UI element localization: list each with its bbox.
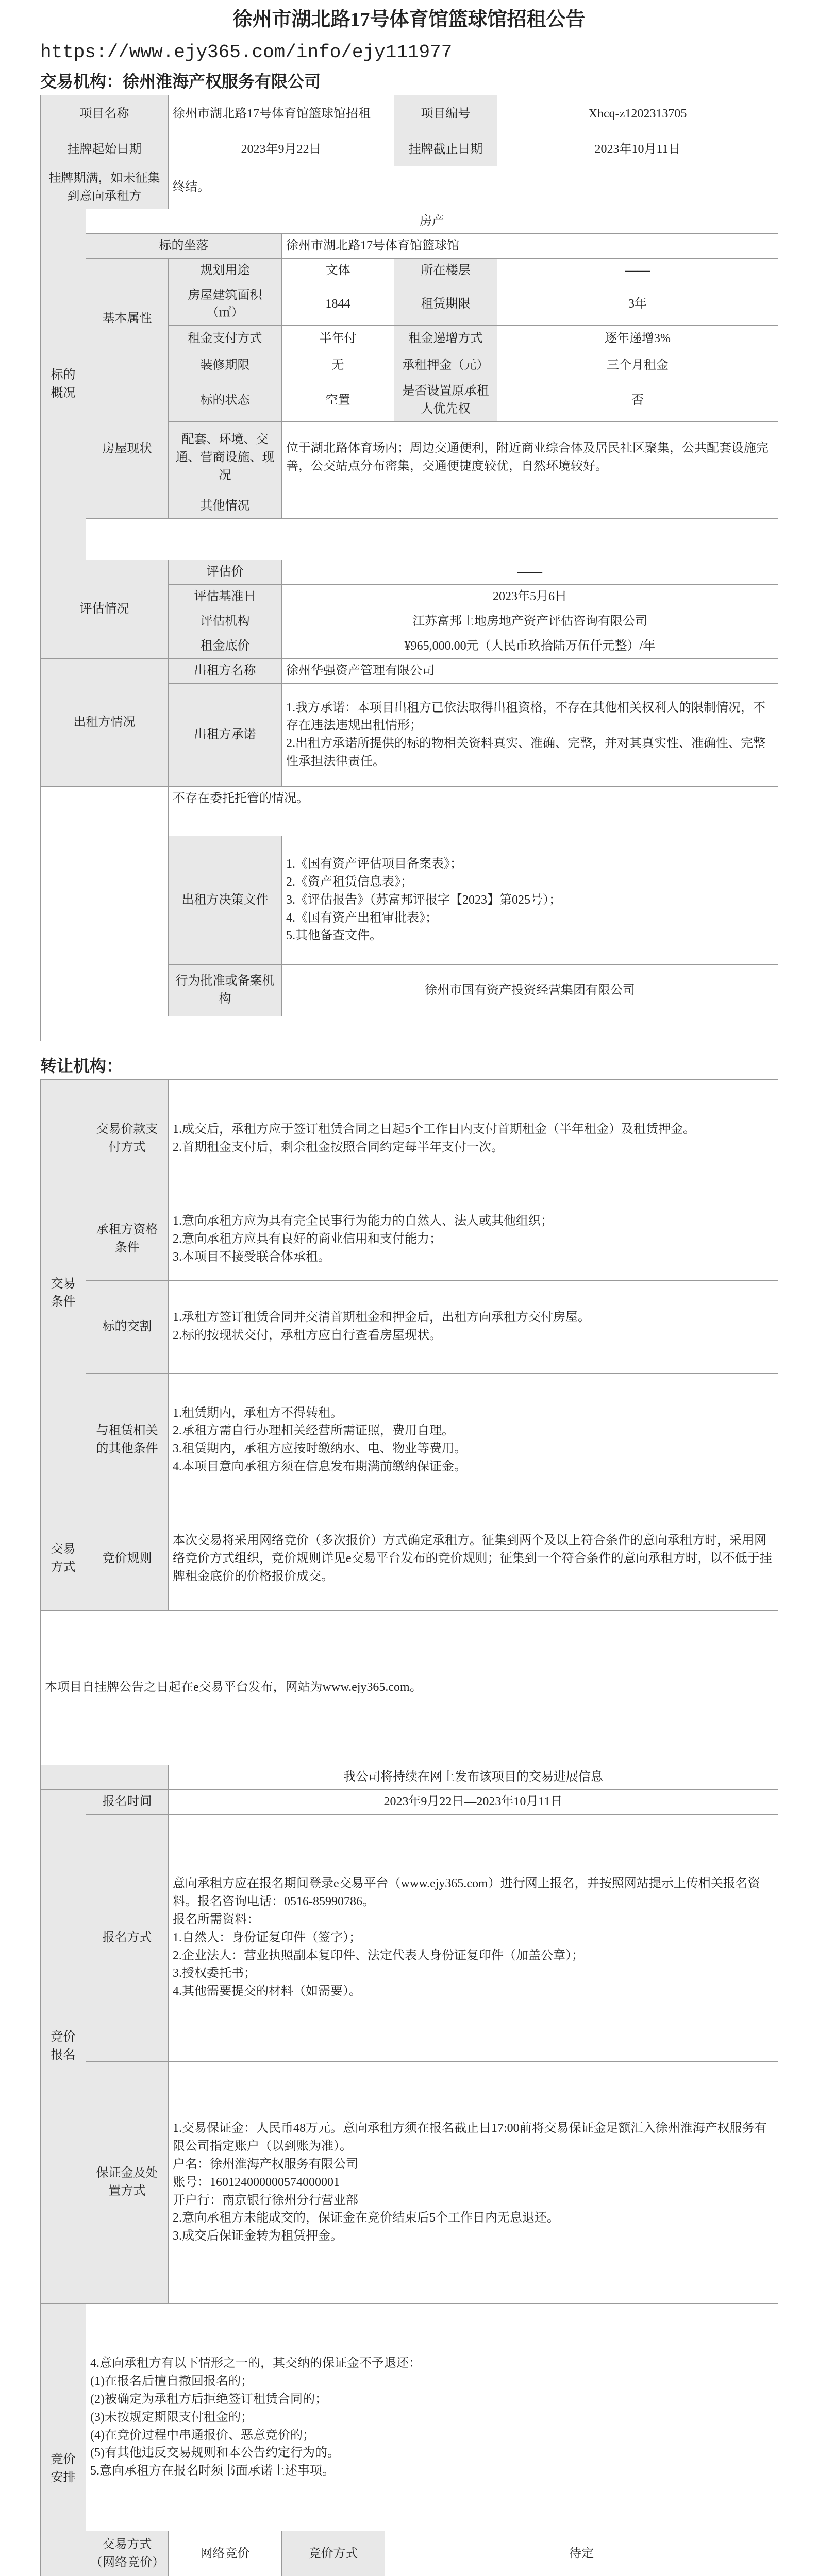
- lessor-group: 出租方情况: [41, 658, 169, 786]
- area-label: 房屋建筑面积（㎡）: [169, 283, 282, 326]
- lessor-name-label: 出租方名称: [169, 658, 282, 683]
- reg-method: 意向承租方应在报名期间登录e交易平台（www.ejy365.com）进行网上报名，并按照网站提示上传相关报名资料。报名咨询电话：0516-85990786。 报名所需资料： 1.自然人：身份证复印件（签字）； 2.企业法人：营业执照副本复印件、法定代表人身份证复印件（加盖公章）； 3.授权委托书； 4.其他需要提交的材料（如需要）。: [169, 1814, 778, 2061]
- price-value: ¥965,000.00元（人民币玖拾陆万伍仟元整）/年: [282, 634, 778, 658]
- cond-other-value: 1.租赁期内，承租方不得转租。 2.承租方需自行办理相关经营所需证照，费用自理。 3.租赁期内，承租方应按时缴纳水、电、物业等费用。 4.本项目意向承租方须在信息发布期满前缴纳保证金。: [169, 1373, 778, 1507]
- pay-label: 租金支付方式: [169, 326, 282, 352]
- reg-group: 竞价报名: [41, 1789, 86, 2303]
- end-label: 挂牌截止日期: [394, 133, 497, 166]
- basic-attr-label: 基本属性: [86, 258, 169, 379]
- spacer-row: [169, 811, 778, 836]
- subject-group: 标的概况: [41, 209, 86, 560]
- pay-term-label: 交易价款支付方式: [86, 1079, 169, 1198]
- eval-org-label: 评估机构: [169, 609, 282, 634]
- term-label: 租赁期限: [394, 283, 497, 326]
- notice-row: 我公司将持续在网上发布该项目的交易进展信息: [169, 1765, 778, 1789]
- end-date: 2023年10月11日: [497, 133, 778, 166]
- use-value: 文体: [282, 258, 394, 283]
- eval-date: 2023年5月6日: [282, 584, 778, 609]
- start-date: 2023年9月22日: [169, 133, 394, 166]
- cond-other-label: 与租赁相关的其他条件: [86, 1373, 169, 1507]
- authority-value: 1.《国有资产评估项目备案表》； 2.《资产租赁信息表》； 3.《评估报告》（苏富邦评报字【2023】第025号）； 4.《国有资产出租审批表》； 5.其他备查文件。: [282, 836, 778, 964]
- use-label: 规划用途: [169, 258, 282, 283]
- spacer-row: [86, 518, 778, 539]
- inc-value: 逐年递增3%: [497, 326, 778, 352]
- other-label: 其他情况: [169, 494, 282, 518]
- eval-agency-label: 评估价: [169, 560, 282, 584]
- handover-label: 标的交割: [86, 1280, 169, 1373]
- reg-period-label: 报名时间: [86, 1789, 169, 1814]
- eval-org: 江苏富邦土地房地产资产评估咨询有限公司: [282, 609, 778, 634]
- lessor-name: 徐州华强资产管理有限公司: [282, 658, 778, 683]
- other-value: [282, 494, 778, 518]
- bid-type-label: 竞价方式: [282, 2531, 385, 2576]
- eval-agency: ——: [282, 560, 778, 584]
- bond-label: 保证金及处置方式: [86, 2061, 169, 2303]
- pay-value: 半年付: [282, 326, 394, 352]
- loc-value: 徐州市湖北路17号体育馆篮球馆: [282, 233, 778, 258]
- free-value: 无: [282, 352, 394, 379]
- term-value: 3年: [497, 283, 778, 326]
- spacer-row: [41, 1016, 778, 1041]
- bond-value: 1.交易保证金：人民币48万元。意向承租方须在报名截止日17:00前将交易保证金足额汇入徐州淮海产权服务有限公司指定账户（以到账为准）。 户名：徐州淮海产权服务有限公司 账号：160124000000574000001 开户行：南京银行徐州分行营业部 2.意向承租方未能成交的，保证金在竞价结束后5个工作日内无息退还。 3.成交后保证金转为租赁押金。: [169, 2061, 778, 2303]
- promise-value: 1.我方承诺：本项目出租方已依法取得出租资格，不存在其他相关权利人的限制情况，不存在违法违规出租情形； 2.出租方承诺所提供的标的物相关资料真实、准确、完整，并对其真实性、准确性、完整性承担法律责任。: [282, 683, 778, 786]
- qual-value: 1.意向承租方应为具有完全民事行为能力的自然人、法人或其他组织； 2.意向承租方应具有良好的商业信用和支付能力； 3.本项目不接受联合体承租。: [169, 1198, 778, 1280]
- approve-label: 行为批准或备案机构: [169, 964, 282, 1016]
- trade-label: 转让机构：: [40, 1056, 123, 1075]
- conditions-group: 交易条件: [41, 1079, 86, 1507]
- env-value: 位于湖北路体育场内；周边交通便利，附近商业综合体及居民社区聚集，公共配套设施完善，公交站点分布密集，交通便捷度较优，自然环境较好。: [282, 421, 778, 494]
- approve-value: 徐州市国有资产投资经营集团有限公司: [282, 964, 778, 1016]
- bid-method-label: 交易方式（网络竞价）: [86, 2531, 169, 2576]
- area-value: 1844: [282, 283, 394, 326]
- free-label: 装修期限: [169, 352, 282, 379]
- spacer-row: [86, 539, 778, 560]
- eval-group: 评估情况: [41, 560, 169, 658]
- pay-term-value: 1.成交后，承租方应于签订租赁合同之日起5个工作日内支付首期租金（半年租金）及租赁押金。 2.首期租金支付后，剩余租金按照合同约定每半年支付一次。: [169, 1079, 778, 1198]
- status-value: 空置: [282, 379, 394, 422]
- floor-label: 所在楼层: [394, 258, 497, 283]
- house-label: 房产: [86, 209, 778, 233]
- project-no: Xhcq-z1202313705: [497, 95, 778, 133]
- floor-value: ——: [497, 258, 778, 283]
- house-status-group: 房屋现状: [86, 379, 169, 519]
- deal-method-value: 本次交易将采用网络竞价（多次报价）方式确定承租方。征集到两个及以上符合条件的意向承租方时，采用网络竞价方式组织，竞价规则详见e交易平台发布的竞价规则；征集到一个符合条件的意向承租方时，以不低于挂牌租金底价的价格报价成交。: [169, 1507, 778, 1610]
- page-url[interactable]: https://www.ejy365.com/info/ejy111977: [40, 42, 453, 63]
- project-name: 徐州市湖北路17号体育馆篮球馆招租: [169, 95, 394, 133]
- conditions-table: [40, 1079, 778, 2304]
- reg-period: 2023年9月22日—2023年10月11日: [169, 1789, 778, 1814]
- reg-method-label: 报名方式: [86, 1814, 169, 2061]
- period-value: 终结。: [169, 166, 778, 209]
- bid-method: 网络竞价: [169, 2531, 282, 2576]
- eval-date-label: 评估基准日: [169, 584, 282, 609]
- start-label: 挂牌起始日期: [41, 133, 169, 166]
- bid-rules: 4.意向承租方有以下情形之一的，其交纳的保证金不予退还： (1)在报名后擅自撤回报名的； (2)被确定为承租方后拒绝签订租赁合同的； (3)未按规定期限支付租金的； (4)在竞价过程中串通报价、恶意竞价的； (5)有其他违反交易规则和本公告约定行为的。 5.意向承租方在报名时须书面承诺上述事项。: [86, 2304, 778, 2531]
- project-no-label: 项目编号: [394, 95, 497, 133]
- status-label: 标的状态: [169, 379, 282, 422]
- notice-table: [40, 95, 778, 1041]
- consent-value: 不存在委托托管的情况。: [169, 786, 778, 811]
- priority-value: 否: [497, 379, 778, 422]
- page-title: 徐州市湖北路17号体育馆篮球馆招租公告: [232, 9, 586, 30]
- qual-label: 承租方资格条件: [86, 1198, 169, 1280]
- deal-group: 交易方式: [41, 1507, 86, 1610]
- handover-value: 1.承租方签订租赁合同并交清首期租金和押金后，出租方向承租方交付房屋。 2.标的按现状交付，承租方应自行查看房屋现状。: [169, 1280, 778, 1373]
- env-label: 配套、环境、交通、营商设施、现况: [169, 421, 282, 494]
- notice-row-label: [41, 1765, 169, 1789]
- promise-label: 出租方承诺: [169, 683, 282, 786]
- project-name-label: 项目名称: [41, 95, 169, 133]
- authority-label: 出租方决策文件: [169, 836, 282, 964]
- lessor-spacer: [41, 786, 169, 1016]
- loc-label: 标的坐落: [86, 233, 282, 258]
- deal-method-label: 竞价规则: [86, 1507, 169, 1610]
- deal-note: 本项目自挂牌公告之日起在e交易平台发布，网站为www.ejy365.com。: [41, 1610, 778, 1765]
- deposit-label: 承租押金（元）: [394, 352, 497, 379]
- org-label: 交易机构：徐州淮海产权服务有限公司: [40, 72, 321, 91]
- period-label: 挂牌期满，如未征集到意向承租方: [41, 166, 169, 209]
- inc-label: 租金递增方式: [394, 326, 497, 352]
- price-label: 租金底价: [169, 634, 282, 658]
- deposit-value: 三个月租金: [497, 352, 778, 379]
- bid-table: [40, 2304, 778, 2576]
- bid-type: 待定: [385, 2531, 778, 2576]
- priority-label: 是否设置原承租人优先权: [394, 379, 497, 422]
- bid-group: 竞价安排: [41, 2304, 86, 2576]
